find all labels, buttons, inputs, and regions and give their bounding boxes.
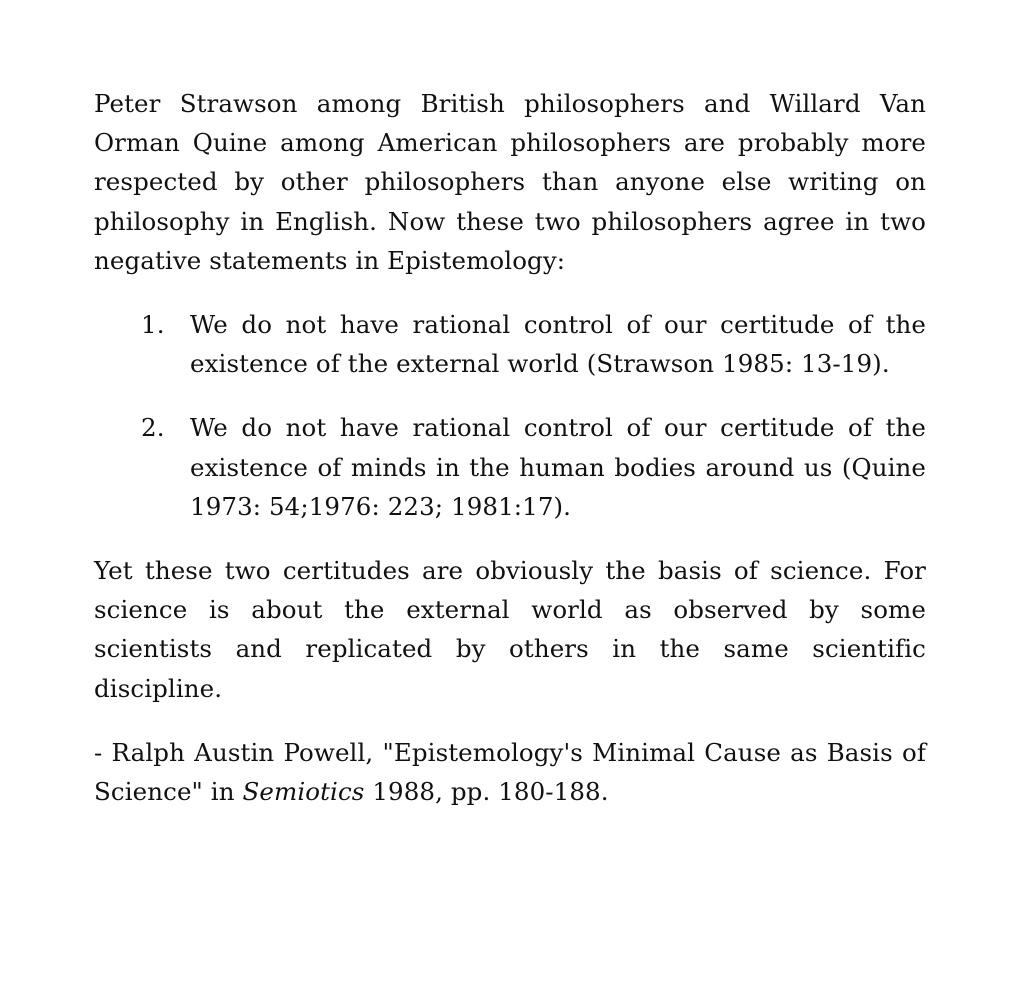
claim-text: We do not have rational control of our certitude of the existence of minds in the human bodies around us (Quine 1973: 54;1976: 223; 1981:17). — [190, 413, 926, 521]
claims-list — [94, 305, 926, 526]
conclusion-paragraph: Yet these two certitudes are obviously the basis of science. For science is about the external world as observed by some scientists and replicated by others in the same scientific discipline. — [94, 556, 926, 703]
attribution-author-title: - Ralph Austin Powell, "Epistemology's Minimal Cause as Basis of Science" in — [94, 737, 926, 807]
attribution-publication: Semiotics — [242, 777, 365, 807]
claim-number: 1. — [141, 310, 165, 340]
attribution-year-pages: 1988, pp. 180-188. — [364, 777, 609, 807]
claim-item-2 — [94, 408, 926, 526]
attribution — [94, 733, 926, 811]
claim-item-1 — [94, 305, 926, 383]
claim-text: We do not have rational control of our certitude of the existence of the external world (Strawson 1985: 13-19). — [190, 310, 926, 379]
quote-document — [94, 84, 926, 811]
intro-paragraph: Peter Strawson among British philosophers and Willard Van Orman Quine among American philosophers are probably more respected by other philosophers than anyone else writing on philosophy in English. Now these two philosophers agree in two negative statements in Epistemology: — [94, 89, 926, 275]
claim-number: 2. — [141, 413, 165, 443]
